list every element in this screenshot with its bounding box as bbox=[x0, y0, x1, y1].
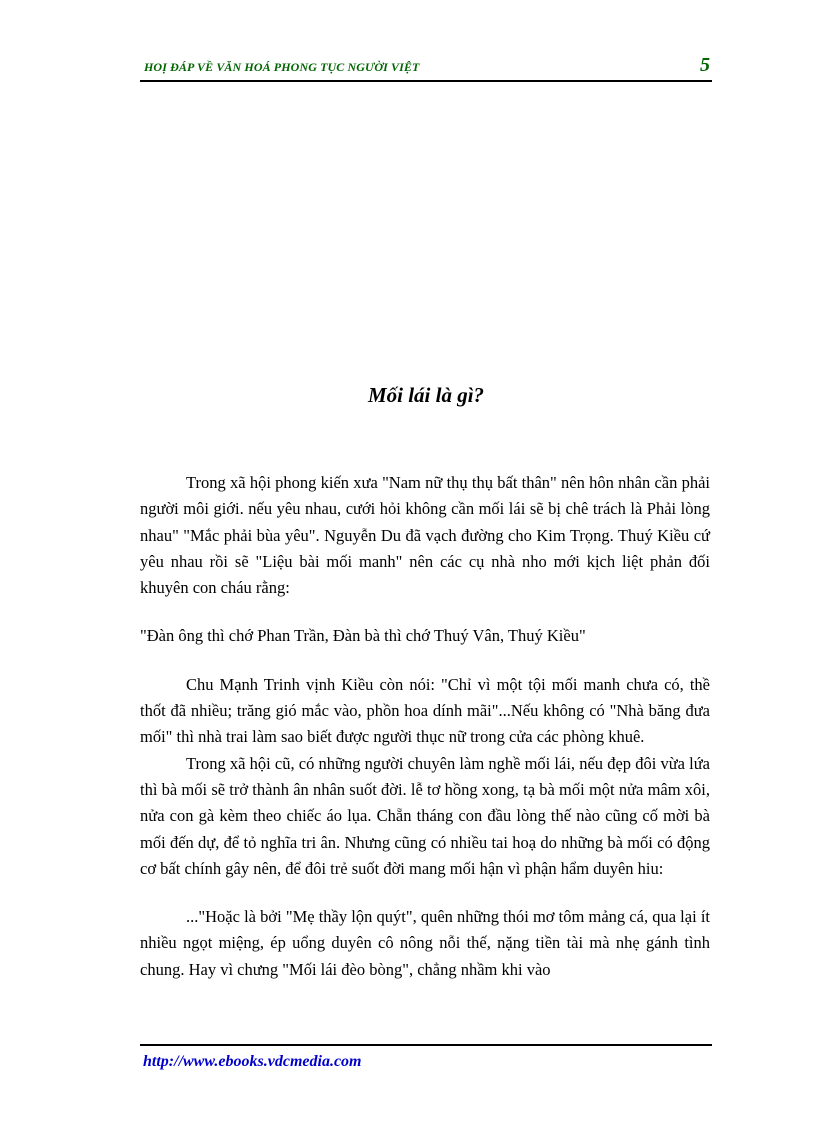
paragraph: Chu Mạnh Trinh vịnh Kiều còn nói: "Chỉ vì một tội mối manh chưa có, thề thốt đã nhiều; trăng gió mắc vào, phồn hoa dính mãi"...Nếu không có "Nhà băng đưa mối" thì nhà trai làm sao biết được người thục nữ trong cửa các phòng khuê. bbox=[140, 674, 710, 747]
footer-url-link[interactable]: http://www.ebooks.vdcmedia.com bbox=[143, 1053, 362, 1070]
article-title: Mối lái là gì? bbox=[367, 383, 485, 407]
page-number: 5 bbox=[700, 54, 710, 76]
page-header bbox=[140, 54, 712, 82]
footer-divider bbox=[140, 1044, 712, 1046]
article-body bbox=[140, 470, 710, 983]
paragraph: Trong xã hội phong kiến xưa "Nam nữ thụ thụ bất thân" nên hôn nhân cần phải người môi giới. nếu yêu nhau, cưới hỏi không cần mối lái sẽ bị chê trách là Phải lòng nhau" "Mắc phải bùa yêu". Nguyễn Du đã vạch đường cho Kim Trọng. Thuý Kiều cứ yêu nhau rồi sẽ "Liệu bài mối manh" nên các cụ nhà nho mới kịch liệt phản đối khuyên con cháu rằng: bbox=[140, 473, 710, 598]
paragraph: ..."Hoặc là bởi "Mẹ thầy lộn quýt", quên những thói mơ tôm mảng cá, qua lại ít nhiều ngọt miệng, ép uổng duyên cô nông nỗi thế, nặng tiền tài mà nhẹ gánh tình chung. Hay vì chưng "Mối lái đèo bòng", chẳng nhầm khi vào bbox=[140, 907, 710, 979]
quote-paragraph: "Đàn ông thì chớ Phan Trần, Đàn bà thì chớ Thuý Vân, Thuý Kiều" bbox=[140, 626, 586, 646]
paragraph: Trong xã hội cũ, có những người chuyên làm nghề mối lái, nếu đẹp đôi vừa lứa thì bà mối sẽ trở thành ân nhân suốt đời. lễ tơ hồng xong, tạ bà mối một nửa mâm xôi, nửa con gà kèm theo chiếc áo lụa. Chẵn tháng con đầu lòng thế nào cũng cố mời bà mối đến dự, để tỏ nghĩa tri ân. Nhưng cũng có nhiều tai hoạ do những bà mối có động cơ bất chính gây nên, để đôi trẻ suốt đời mang mối hận vì phận hẩm duyên hiu: bbox=[140, 753, 710, 878]
running-header-title: HOỊ ĐÁP VỀ VĂN HOÁ PHONG TỤC NGƯỜI VIỆT bbox=[144, 60, 420, 74]
